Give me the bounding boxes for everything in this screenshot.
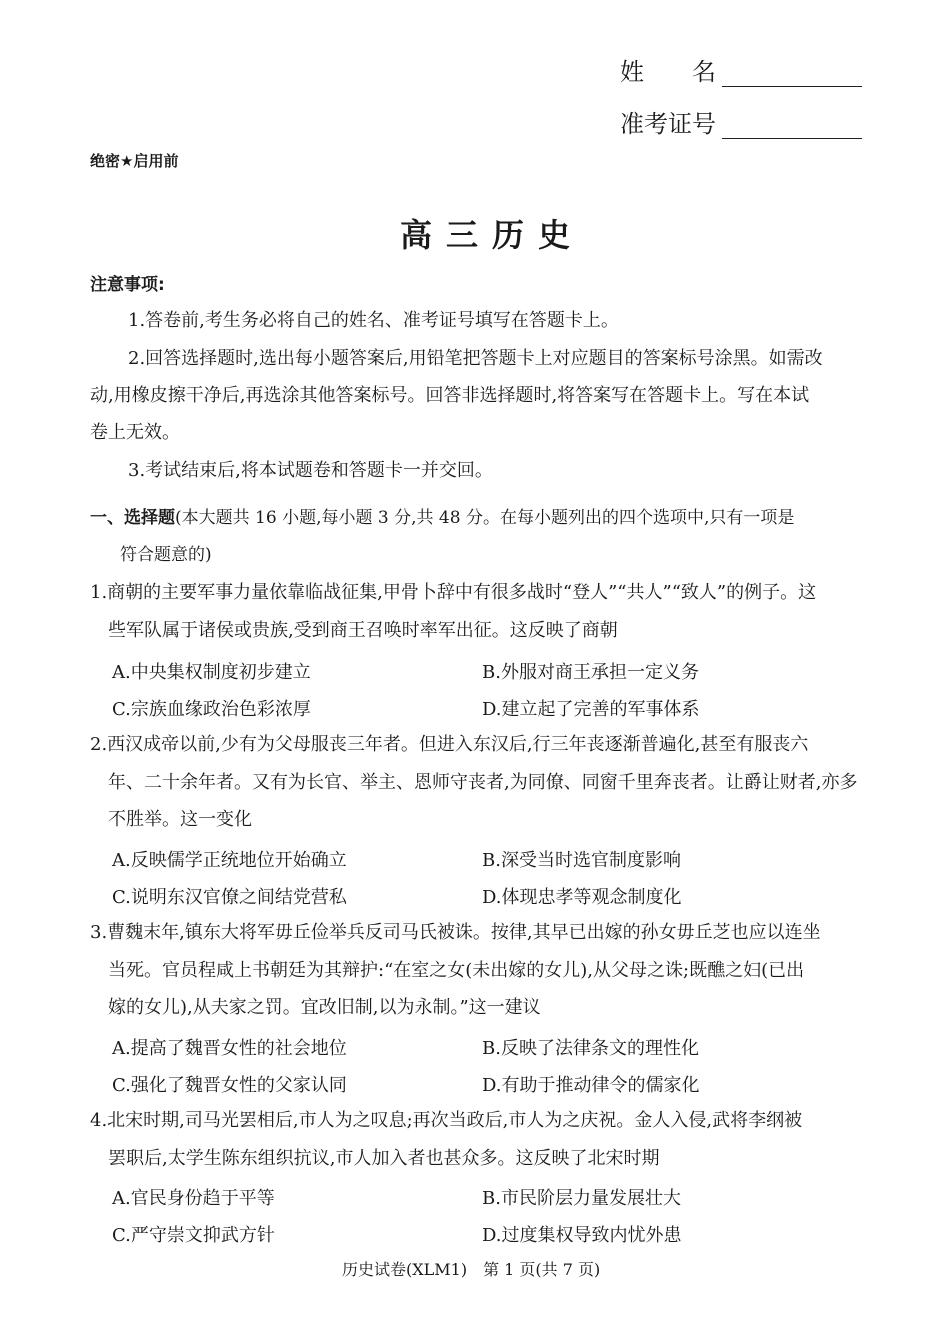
option-b: B.市民阶层力量发展壮大 [482, 1188, 681, 1209]
option-d: D.过度集权导致内忧外患 [482, 1225, 682, 1246]
secret-label: 绝密★启用前 [90, 152, 179, 170]
section-desc: (本大题共 16 小题,每小题 3 分,共 48 分。在每小题列出的四个选项中,只有一项是 [175, 508, 795, 528]
option-d: D.有助于推动律令的儒家化 [482, 1075, 700, 1096]
option-a: A.官民身份趋于平等 [112, 1188, 275, 1209]
id-blank [722, 116, 862, 139]
question-line: 嫁的女儿),从夫家之罚。宜改旧制,以为永制。”这一建议 [108, 997, 541, 1018]
question-line: 当死。官员程咸上书朝廷为其辩护:“在室之女(未出嫁的女儿),从父母之诛;既醮之妇(已出 [108, 960, 805, 981]
option-b: B.反映了法律条文的理性化 [482, 1038, 699, 1059]
note-line: 3.考试结束后,将本试题卷和答题卡一并交回。 [128, 460, 493, 481]
option-c: C.严守崇文抑武方针 [112, 1225, 275, 1246]
option-b: B.深受当时选官制度影响 [482, 850, 681, 871]
notes-heading: 注意事项: [90, 275, 165, 295]
name-label: 姓 名 [620, 58, 716, 86]
section-desc-2: 符合题意的) [120, 545, 212, 565]
question-line: 2.西汉成帝以前,少有为父母服丧三年者。但进入东汉后,行三年丧逐渐普遍化,甚至有服丧六 [90, 734, 809, 755]
page-title: 高三历史 [400, 216, 585, 254]
option-c: C.宗族血缘政治色彩浓厚 [112, 699, 311, 720]
name-field [620, 52, 862, 87]
note-line: 1.答卷前,考生务必将自己的姓名、准考证号填写在答题卡上。 [128, 310, 619, 331]
page-footer: 历史试卷(XLM1) 第 1 页(共 7 页) [342, 1260, 601, 1279]
option-c: C.强化了魏晋女性的父家认同 [112, 1075, 347, 1096]
section-title: 一、选择题 [90, 508, 175, 528]
question-line: 罢职后,太学生陈东组织抗议,市人加入者也甚众多。这反映了北宋时期 [108, 1148, 660, 1169]
option-a: A.反映儒学正统地位开始确立 [112, 850, 347, 871]
note-line: 2.回答选择题时,选出每小题答案后,用铅笔把答题卡上对应题目的答案标号涂黑。如需改 [128, 348, 823, 369]
option-d: D.建立起了完善的军事体系 [482, 699, 700, 720]
option-d: D.体现忠孝等观念制度化 [482, 887, 682, 908]
question-line: 1.商朝的主要军事力量依靠临战征集,甲骨卜辞中有很多战时“登人”“共人”“致人”的例子。这 [90, 582, 817, 603]
section-heading [90, 500, 794, 538]
id-label: 准考证号 [620, 110, 716, 138]
option-b: B.外服对商王承担一定义务 [482, 662, 699, 683]
question-line: 3.曹魏末年,镇东大将军毋丘俭举兵反司马氏被诛。按律,其早已出嫁的孙女毋丘芝也应以连坐 [90, 922, 821, 943]
option-a: A.中央集权制度初步建立 [112, 662, 311, 683]
question-line: 年、二十余年者。又有为长官、举主、恩师守丧者,为同僚、同窗千里奔丧者。让爵让财者,亦多 [108, 772, 858, 793]
note-line: 动,用橡皮擦干净后,再选涂其他答案标号。回答非选择题时,将答案写在答题卡上。写在本试 [90, 385, 810, 406]
question-line: 4.北宋时期,司马光罢相后,市人为之叹息;再次当政后,市人为之庆祝。金人入侵,武将李纲被 [90, 1110, 803, 1131]
id-field [620, 104, 862, 139]
question-line: 不胜举。这一变化 [108, 809, 252, 830]
option-a: A.提高了魏晋女性的社会地位 [112, 1038, 347, 1059]
option-c: C.说明东汉官僚之间结党营私 [112, 887, 347, 908]
name-blank [722, 64, 862, 87]
note-line: 卷上无效。 [90, 422, 180, 443]
question-line: 些军队属于诸侯或贵族,受到商王召唤时率军出征。这反映了商朝 [108, 620, 618, 641]
